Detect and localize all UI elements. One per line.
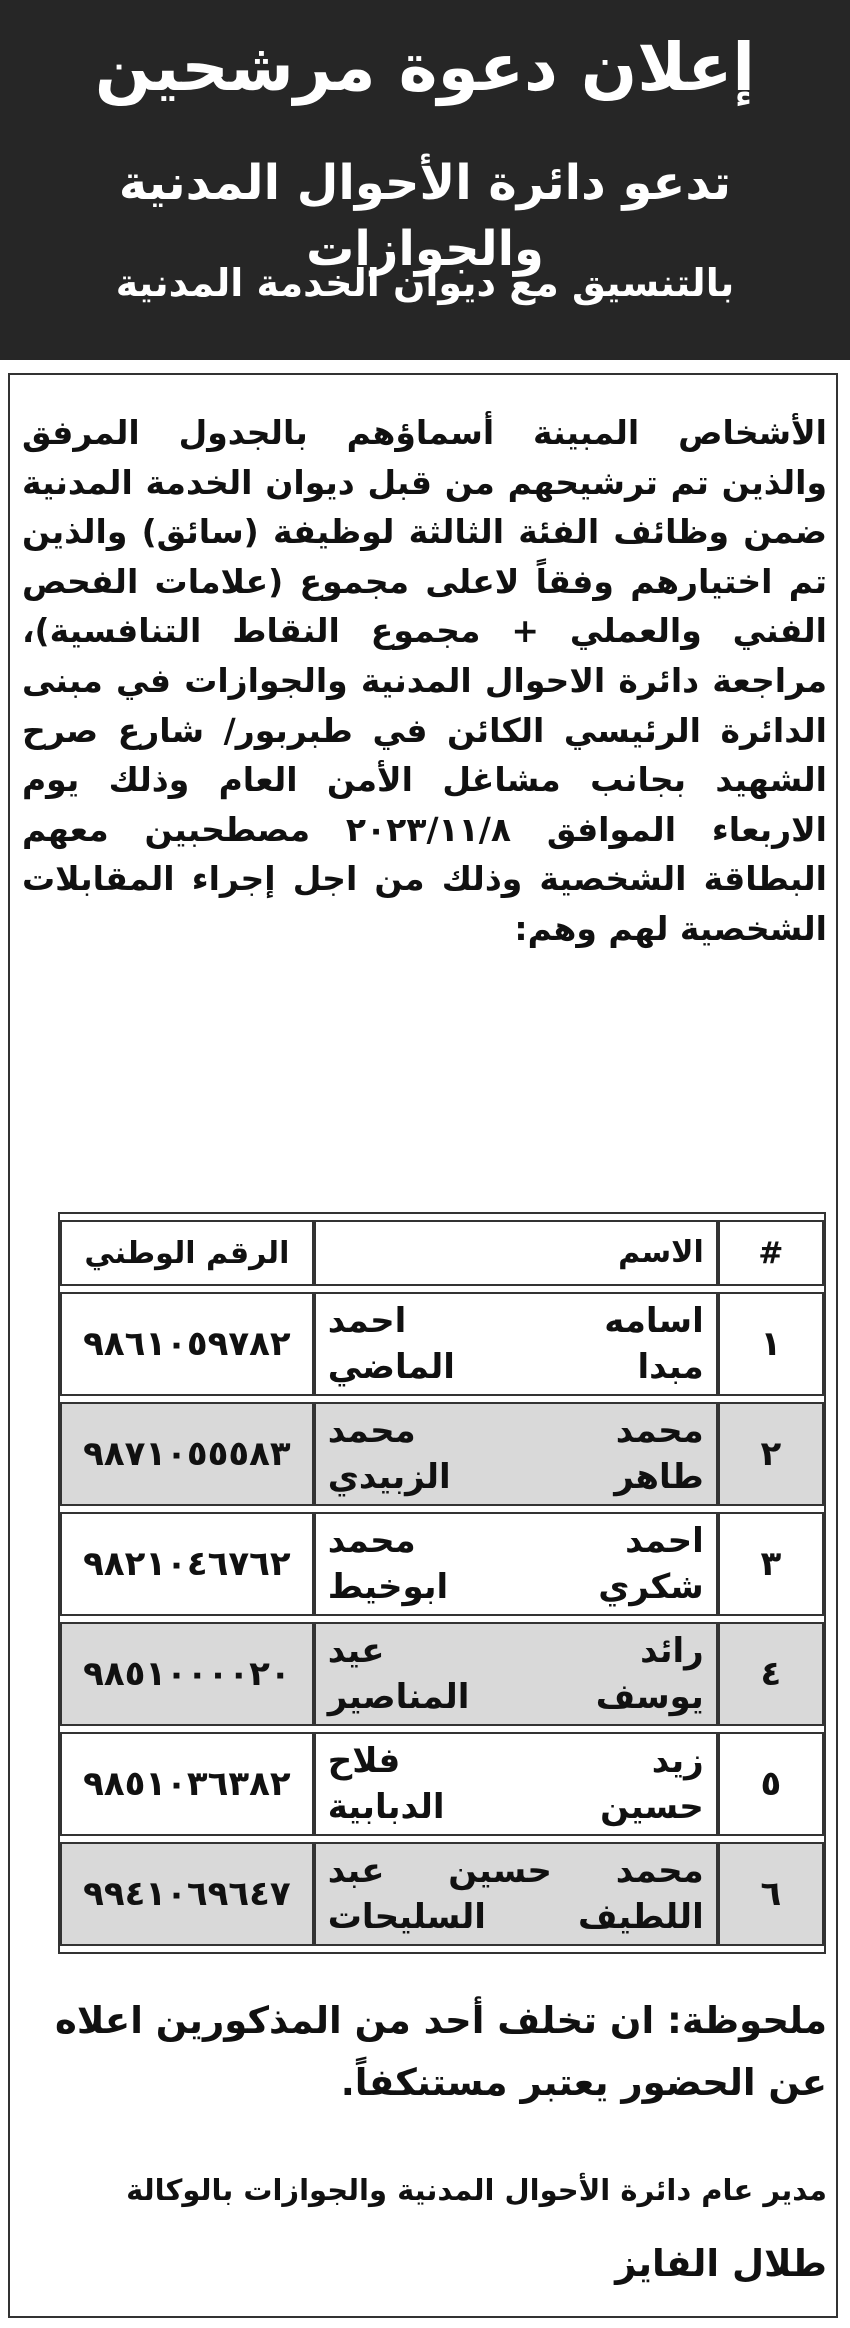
row-name — [314, 1512, 718, 1616]
row-name-line1: زيد فلاح — [327, 1741, 704, 1781]
table-header-row — [60, 1220, 824, 1286]
row-national-id: ٩٨٥١٠٠٠٠٢٠ — [60, 1622, 314, 1726]
row-name-line1: احمد محمد — [327, 1521, 704, 1561]
row-name — [314, 1402, 718, 1506]
row-national-id: ٩٨٧١٠٥٥٥٨٣ — [60, 1402, 314, 1506]
row-num: ٥ — [718, 1732, 824, 1836]
row-national-id: ٩٨٥١٠٣٦٣٨٢ — [60, 1732, 314, 1836]
row-national-id: ٩٨٦١٠٥٩٧٨٢ — [60, 1292, 314, 1396]
row-name-line1: رائد عيد — [327, 1631, 704, 1671]
row-name-line1: اسامه احمد — [327, 1301, 704, 1341]
header-national-id: الرقم الوطني — [60, 1220, 314, 1286]
row-national-id: ٩٩٤١٠٦٩٦٤٧ — [60, 1842, 314, 1946]
row-name — [314, 1622, 718, 1726]
row-num: ٢ — [718, 1402, 824, 1506]
row-name-line2: شكري ابوخيط — [327, 1567, 704, 1607]
table-row — [60, 1732, 824, 1836]
table-row — [60, 1292, 824, 1396]
candidates-table — [58, 1212, 826, 1954]
announcement-subtitle-2: بالتنسيق مع ديوان الخدمة المدنية — [115, 261, 735, 305]
table-row — [60, 1842, 824, 1946]
header-name: الاسم — [314, 1220, 718, 1286]
row-name-line2: اللطيف السليحات — [327, 1897, 704, 1937]
signature-name: طلال الفايز — [615, 2242, 827, 2285]
signature-title: مدير عام دائرة الأحوال المدنية والجوازات بالوكالة — [126, 2173, 827, 2207]
body-paragraph — [22, 408, 827, 954]
header-num: # — [718, 1220, 824, 1286]
row-name-line2: طاهر الزبيدي — [327, 1457, 704, 1497]
row-name-line2: حسين الدبابية — [327, 1787, 704, 1827]
row-num: ٦ — [718, 1842, 824, 1946]
body-paragraph-text: الأشخاص المبينة أسماؤهم بالجدول المرفق والذين تم ترشيحهم من قبل ديوان الخدمة المدنية ضمن وظائف الفئة الثالثة لوظيفة (سائق) والذين تم اختيارهم وفقاً لاعلى مجموع (علامات الفحص الفني والعملي + مجموع النقاط التنافسية)، مراجعة دائرة الاحوال المدنية والجوازات في مبنى الدائرة الرئيسي الكائن في طبربور/ شارع صرح الشهيد بجانب مشاغل الأمن العام وذلك يوم الاربعاء الموافق ٢٠٢٣/١١/٨ مصطحبين معهم البطاقة الشخصية وذلك من اجل إجراء المقابلات الشخصية لهم وهم: — [22, 413, 827, 948]
row-num: ٣ — [718, 1512, 824, 1616]
header-banner — [0, 0, 850, 360]
row-num: ٤ — [718, 1622, 824, 1726]
announcement-title: إعلان دعوة مرشحين — [94, 29, 756, 106]
row-num: ١ — [718, 1292, 824, 1396]
announcement-subtitle: تدعو دائرة الأحوال المدنية والجوازات — [118, 155, 732, 277]
table-row — [60, 1622, 824, 1726]
row-name-line2: مبدا الماضي — [327, 1347, 704, 1387]
row-name-line1: محمد محمد — [327, 1411, 704, 1451]
row-national-id: ٩٨٢١٠٤٦٧٦٢ — [60, 1512, 314, 1616]
table-row — [60, 1402, 824, 1506]
table-row — [60, 1512, 824, 1616]
row-name-line1: محمد حسين عبد — [327, 1851, 704, 1891]
note-text: ملحوظة: ان تخلف أحد من المذكورين اعلاه عن الحضور يعتبر مستنكفاً. — [54, 1999, 827, 2104]
row-name — [314, 1732, 718, 1836]
row-name — [314, 1842, 718, 1946]
row-name — [314, 1292, 718, 1396]
row-name-line2: يوسف المناصير — [327, 1677, 704, 1717]
